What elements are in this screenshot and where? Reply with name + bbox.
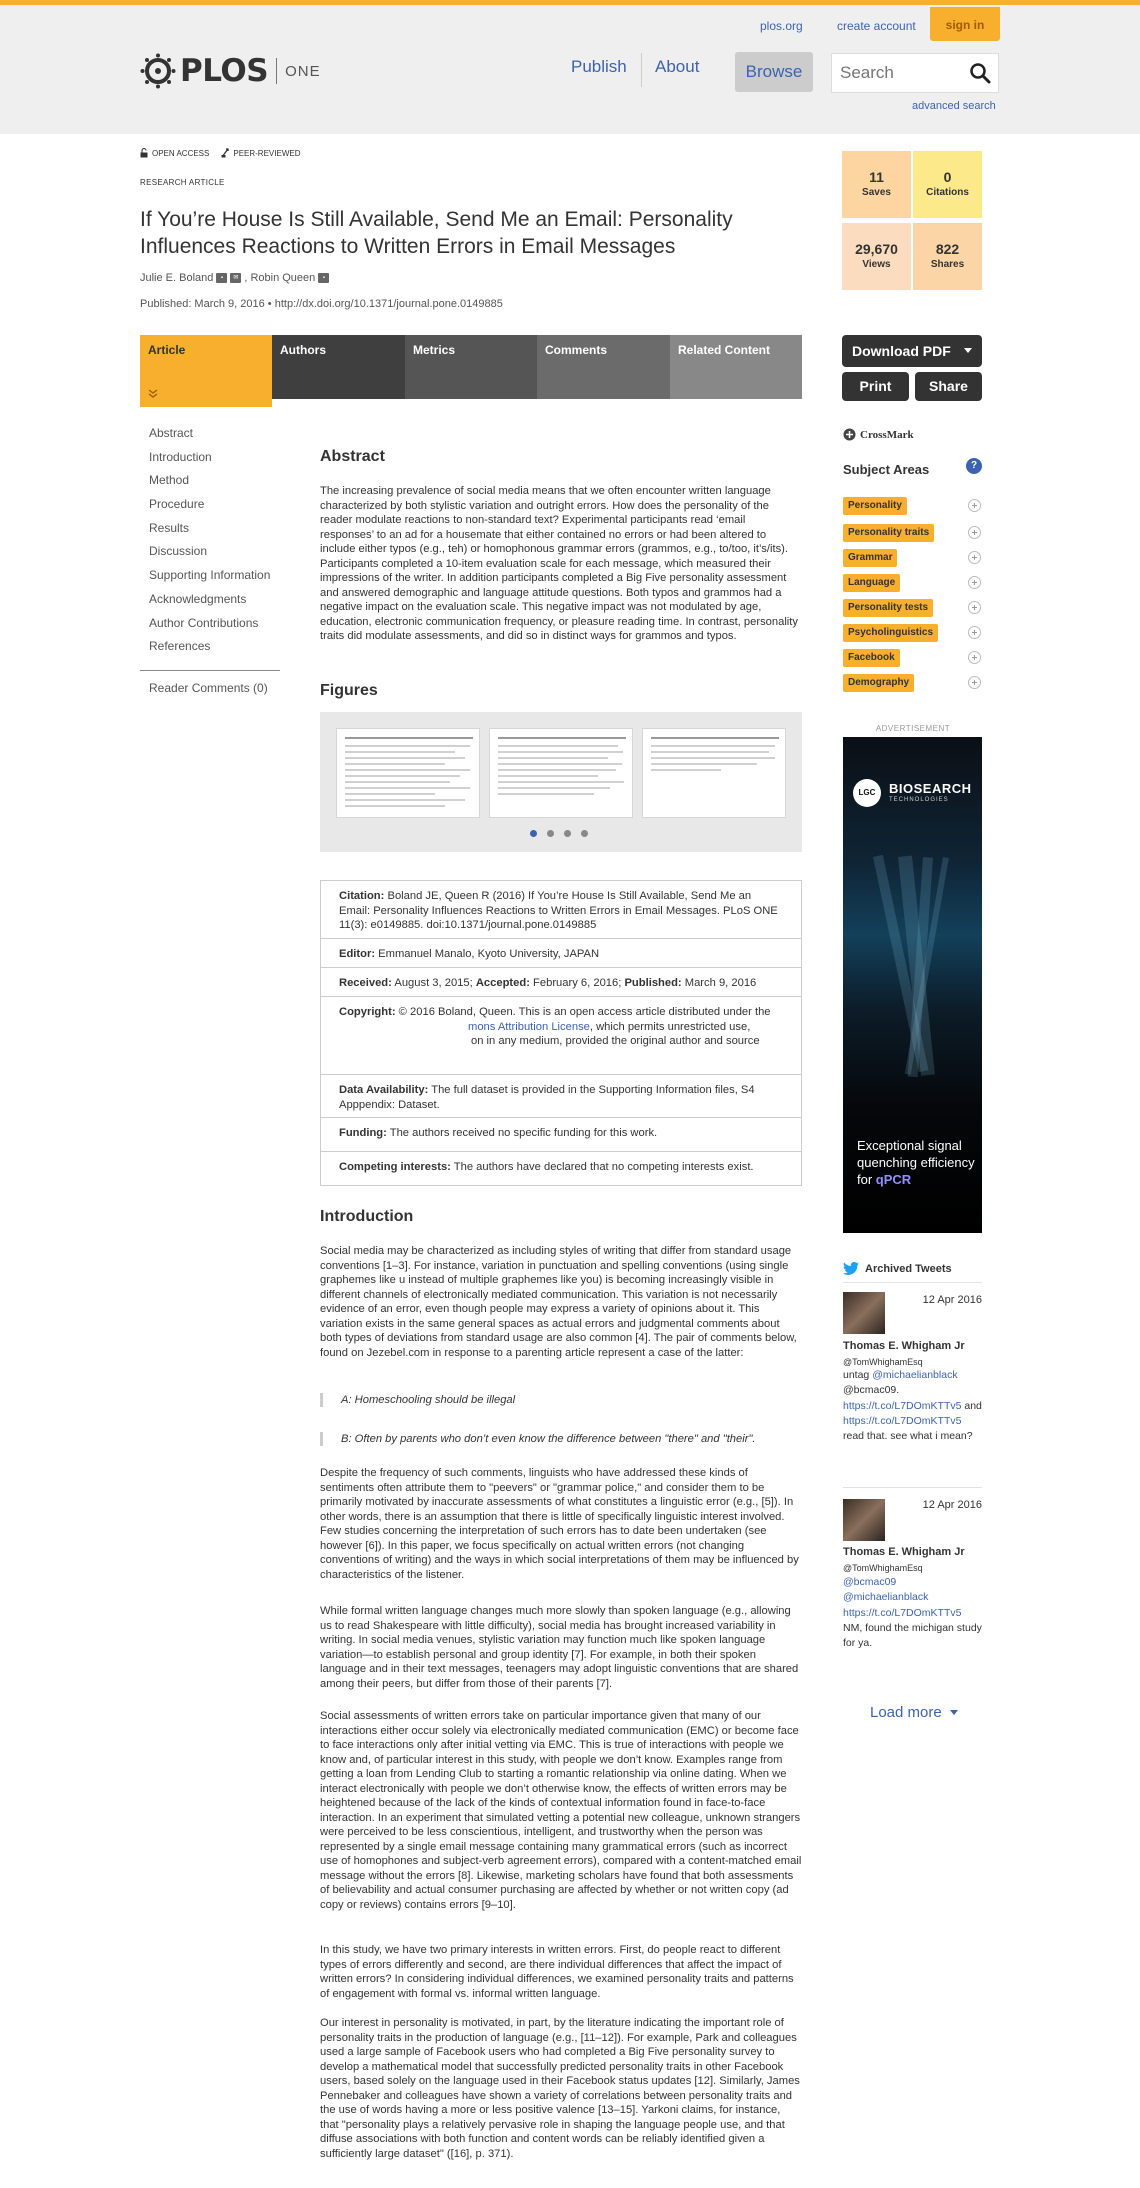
nav-publish[interactable]: Publish xyxy=(571,57,627,76)
section-nav-item[interactable]: Results xyxy=(149,520,190,535)
tab-article[interactable]: Article xyxy=(140,335,272,407)
intro-paragraph: Our interest in personality is motivated, in part, by the literature indicating the important role of personality traits in the production of language (e.g., [11–12]). For example, Park and colleagues used a large sample of Facebook users who had completed a Big Five personality survey to develop a mathematical model that successfully predicted personality traits in other Facebook users, based solely on the language used in their Facebook status updates [12]. Similarly, James Pennebaker and colleagues have shown a variety of correlations between personality traits and the use of words having a more or less positive valence [13–15]. Yarkoni claims, for instance, that "personality plays a relatively pervasive role in shaping the language people use, and that diffuse associations with both function and content words can be reliably identified given a sufficiently large dataset" ([16], p. 371). xyxy=(320,2017,800,2160)
mention-link[interactable]: @michaelianblack xyxy=(872,1369,958,1381)
mention-link[interactable]: @bcmac09 xyxy=(843,1576,897,1588)
intro-paragraph: In this study, we have two primary interests in written errors. First, do people react to different types of errors differently and second, are there individual differences that affect the impact of written errors? In considering individual differences, we examined personality traits and patterns of engagement with formal vs. informal written language. xyxy=(320,1944,794,2000)
author-link[interactable]: Julie E. Boland xyxy=(140,272,214,284)
article-info-box xyxy=(320,880,802,1186)
license-link[interactable]: mons Attribution License xyxy=(468,1020,590,1033)
intro-paragraph: While formal written language changes much more slowly than spoken language (e.g., allowing us to read Shakespeare with little difficulty), social media has brought increased variability in writing. In social media venues, stylistic variation may function much like spoken language variation—to establish personal and group identity [7]. For example, in both their spoken language and in their text messages, teenagers may adopt linguistic conventions that are shared among their peers, but differ from those of their parents [7]. xyxy=(320,1605,799,1690)
subject-tag[interactable]: Personality traits xyxy=(843,524,934,542)
competing-interests-row: Competing interests: The authors have declared that no competing interests exist. xyxy=(339,1161,754,1173)
subject-tag[interactable]: Psycholinguistics xyxy=(843,624,938,642)
figure-carousel xyxy=(320,712,802,852)
quote-a: A: Homeschooling should be illegal xyxy=(320,1393,802,1407)
tweet-author-name[interactable]: Thomas E. Whigham Jr xyxy=(843,1340,965,1352)
tab-metrics[interactable]: Metrics xyxy=(405,335,537,399)
twitter-bird-icon xyxy=(843,1262,859,1275)
tweet-body: untag @michaelianblack @bcmac09. https://t.co/L7DOmKTTv5 and https://t.co/L7DOmKTTv5 read that. see what i mean? xyxy=(843,1369,982,1443)
intro-paragraph: Social media may be characterized as including styles of writing that differ from standard usage conventions [1–3]. For instance, variation in punctuation and spelling conventions (using single graphemes like u instead of multiple graphemes like you) is becoming increasingly visible in different channels of electronically mediated communication. This variation is not necessarily evidence of an error, even though people may express a variety of opinions about it. This variation exists in the same general spaces as actual errors and judgmental comments about both types of deviations from standard usage are also common [4]. The pair of comments below, found on Jezebel.com in response to a parenting article represent a case of the latter: xyxy=(320,1245,797,1359)
figure-thumbnail[interactable] xyxy=(642,728,786,818)
funding-row: Funding: The authors received no specific funding for this work. xyxy=(321,1118,801,1152)
article-title: If You’re House Is Still Available, Send Me an Email: Personality Influences Reactions to Written Errors in Email Messages xyxy=(140,208,733,258)
carousel-dot[interactable] xyxy=(581,830,588,837)
metric-shares[interactable]: 822 Shares xyxy=(913,223,982,290)
subject-tag[interactable]: Grammar xyxy=(843,549,897,567)
logo-divider xyxy=(276,58,277,84)
load-more-button[interactable]: Load more xyxy=(870,1704,958,1721)
editor-row: Editor: Emmanuel Manalo, Kyoto University, JAPAN xyxy=(321,939,801,968)
reader-comments-link[interactable]: Reader Comments (0) xyxy=(149,681,268,695)
subject-tag[interactable]: Personality tests xyxy=(843,599,933,617)
data-availability-row: Data Availability: The full dataset is provided in the Supporting Information files, S4 Apppendix: Dataset. xyxy=(321,1075,801,1118)
search-icon[interactable] xyxy=(969,62,991,84)
ad-brand-sub: TECHNOLOGIES xyxy=(889,797,949,803)
section-nav-item[interactable]: Introduction xyxy=(149,449,212,464)
tweet-url-link[interactable]: https://t.co/L7DOmKTTv5 xyxy=(843,1414,962,1427)
section-nav-item[interactable]: Acknowledgments xyxy=(149,591,247,606)
nav-about[interactable]: About xyxy=(655,57,700,76)
nav-divider xyxy=(641,53,642,87)
subject-tag[interactable]: Personality xyxy=(843,497,907,515)
introduction-heading: Introduction xyxy=(320,1208,414,1225)
add-subject-icon[interactable] xyxy=(968,676,981,689)
author-info-icon[interactable]: ▪ xyxy=(216,273,227,283)
print-button[interactable]: Print xyxy=(842,372,909,401)
avatar[interactable] xyxy=(843,1499,885,1541)
citation-row: Citation: Boland JE, Queen R (2016) If You’re House Is Still Available, Send Me an Email: Personality Influences Reactions to Written Errors in Email Messages. PLoS ONE 11(3): e0149885. doi:10.1371/journal.pone.0149885 xyxy=(321,881,801,939)
figure-thumbnail[interactable] xyxy=(336,728,480,818)
section-nav-item[interactable]: Discussion xyxy=(149,544,208,559)
archived-tweets-heading: Archived Tweets xyxy=(843,1262,952,1275)
section-nav xyxy=(149,426,270,663)
figure-thumbnail[interactable] xyxy=(489,728,633,818)
author-info-icon[interactable]: ▪ xyxy=(318,273,329,283)
tab-related-content[interactable]: Related Content xyxy=(670,335,802,399)
tab-comments[interactable]: Comments xyxy=(537,335,670,399)
carousel-dot[interactable] xyxy=(530,830,537,837)
abstract-text: The increasing prevalence of social media means that we often encounter written language characterized by both stylistic variation and outright errors. How does the personality of the reader modulate reactions to non-standard text? Experimental participants read ‘email responses’ to an ad for a housemate that either contained no errors or had been altered to include either typos (e.g., teh) or homophonous grammar errors (grammos, e.g., to/too, it’s/its). Participants completed a 10-item evaluation scale for each message, which measured their impressions of the writer. In addition participants completed a Big Five personality assessment and answered demographic and language attitude questions. Both typos and grammos had a negative impact on the evaluation scale. This negative impact was not modulated by age, education, electronic communication frequency, or pleasure reading time. In contrast, personality traits did modulate assessments, and did so in distinct ways for grammos and typos. xyxy=(320,485,798,642)
tweet-author-handle[interactable]: @TomWhighamEsq xyxy=(843,1563,923,1573)
peer-reviewed-badge: PEER-REVIEWED xyxy=(221,148,300,158)
advertisement-banner[interactable] xyxy=(843,737,982,1233)
section-nav-item[interactable]: Procedure xyxy=(149,497,205,512)
carousel-dot[interactable] xyxy=(547,830,554,837)
carousel-dot[interactable] xyxy=(564,830,571,837)
tweet-divider xyxy=(843,1487,982,1488)
author-separator: , xyxy=(244,272,248,284)
unlock-icon xyxy=(140,148,148,158)
doi-link[interactable]: http://dx.doi.org/10.1371/journal.pone.0149885 xyxy=(274,298,503,310)
advertisement-label: ADVERTISEMENT xyxy=(875,724,951,733)
avatar[interactable] xyxy=(843,1292,885,1334)
crossmark-badge[interactable]: CrossMark xyxy=(843,428,914,441)
download-pdf-button[interactable]: Download PDF xyxy=(842,335,982,367)
quote-b: B: Often by parents who don’t even know the difference between "there" and "their". xyxy=(320,1432,802,1446)
add-subject-icon[interactable] xyxy=(968,551,981,564)
dates-row: Received: August 3, 2015; Accepted: February 6, 2016; Published: March 9, 2016 xyxy=(321,968,801,997)
tweet-body: @bcmac09 @michaelianblack https://t.co/L7DOmKTTv5 NM, found the michigan study for ya. xyxy=(843,1576,982,1650)
chevron-down-icon xyxy=(148,389,158,399)
section-nav-item[interactable]: Author Contributions xyxy=(149,615,259,630)
tweet-author-handle[interactable]: @TomWhighamEsq xyxy=(843,1357,923,1367)
advanced-search-link[interactable]: advanced search xyxy=(912,100,996,112)
ad-brand: BIOSEARCH xyxy=(889,781,972,796)
nav-browse[interactable]: Browse xyxy=(735,52,813,92)
section-nav-item[interactable]: Method xyxy=(149,473,190,488)
mention-link[interactable]: @michaelianblack xyxy=(843,1591,929,1604)
tab-authors[interactable]: Authors xyxy=(272,335,405,399)
subject-tag[interactable]: Facebook xyxy=(843,649,900,667)
add-subject-icon[interactable] xyxy=(968,601,981,614)
metric-citations[interactable]: 0 Citations xyxy=(913,151,982,218)
plos-one-logo[interactable] xyxy=(140,51,321,91)
author-list xyxy=(140,272,329,284)
plos-logo-icon xyxy=(140,53,176,89)
site-header xyxy=(0,5,1140,134)
add-subject-icon[interactable] xyxy=(968,626,981,639)
publication-info: Published: March 9, 2016 • http://dx.doi.org/10.1371/journal.pone.0149885 xyxy=(140,298,503,310)
tweet-divider xyxy=(843,1282,982,1283)
article-badges xyxy=(140,148,300,158)
author-link[interactable]: Robin Queen xyxy=(250,272,316,284)
add-subject-icon[interactable] xyxy=(968,499,981,512)
caret-down-icon xyxy=(950,1710,958,1715)
ad-logo: LGC xyxy=(853,779,881,807)
figures-heading: Figures xyxy=(320,682,378,699)
published-date: Published: March 9, 2016 xyxy=(140,298,265,310)
article-tabs xyxy=(140,335,802,407)
subject-tag[interactable]: Language xyxy=(843,574,900,592)
plos-org-link[interactable]: plos.org xyxy=(760,19,803,33)
add-subject-icon[interactable] xyxy=(968,576,981,589)
add-subject-icon[interactable] xyxy=(968,651,981,664)
logo-subtitle: ONE xyxy=(285,62,321,80)
sign-in-button[interactable]: sign in xyxy=(930,7,1000,41)
section-nav-item[interactable]: Abstract xyxy=(149,426,194,440)
logo-text: PLOS xyxy=(180,53,269,89)
crossmark-icon xyxy=(843,428,856,441)
intro-paragraph: Social assessments of written errors take on particular importance given that many of our interactions either occur solely via electronically mediated communication (EMC) or become face to face interactions only after initial vetting via EMC. This is true of interactions with people we know and, of particular interest in this study, with people we don’t know. Examples range from getting a loan from Lending Club to starting a romantic relationship via online dating. When we interact electronically with people we don’t otherwise know, the effects of written errors may be heightened because of the lack of the kinds of contextual information found in face-to-face interaction. In an experiment that simulated vetting a potential new colleague, unknown strangers were perceived to be less conscientious, intelligent, and trustworthy when the person was represented by a single email message containing many grammatical errors (such as incorrect use of homophones and subject-verb agreement errors), compared with a content-matched email message without the errors [8]. Likewise, marketing scholars have found that both assessments of believability and actual consumer purchasing are affected by whether or not written copy (ad copy or reviews) contains errors [9–10]. xyxy=(320,1710,802,1911)
metric-views[interactable]: 29,670 Views xyxy=(842,223,911,290)
help-icon[interactable]: ? xyxy=(966,458,982,474)
tweet-author-name[interactable]: Thomas E. Whigham Jr xyxy=(843,1546,965,1558)
open-access-badge: OPEN ACCESS xyxy=(140,148,209,158)
tweet-date: 12 Apr 2016 xyxy=(922,1294,982,1306)
copyright-row: Copyright: © 2016 Boland, Queen. This is an open access article distributed under the mons Attribution License, which permits unrestricted use, on in any medium, provided the original author and source xyxy=(321,997,801,1075)
metric-saves[interactable]: 11 Saves xyxy=(842,151,911,218)
subject-tag[interactable]: Demography xyxy=(843,674,914,692)
intro-paragraph: Despite the frequency of such comments, linguists who have addressed these kinds of sentiments often attribute them to "peevers" or "grammar police," and consider them to be primarily motivated by inaccurate assessments of what constitutes a linguistic error (e.g., [5]). In other words, there is an assumption that there is little of specifically linguistic interest involved. Few studies concerning the interpretation of such errors has to date been undertaken (see however [6]). In this paper, we focus specifically on actual written errors (not changing conventions of writing) and the ways in which social interpretations of them may be influenced by characteristics of the listener. xyxy=(320,1467,799,1581)
peer-review-icon xyxy=(221,148,229,158)
abstract-heading: Abstract xyxy=(320,448,385,465)
ad-tagline: Exceptional signal quenching efficiency for qPCR xyxy=(857,1138,975,1187)
create-account-link[interactable]: create account xyxy=(837,19,916,33)
nav-divider xyxy=(140,670,280,671)
caret-down-icon[interactable] xyxy=(964,348,972,353)
author-email-icon[interactable]: ✉ xyxy=(230,273,241,283)
section-nav-item[interactable]: References xyxy=(149,639,211,654)
add-subject-icon[interactable] xyxy=(968,526,981,539)
share-button[interactable]: Share xyxy=(915,372,982,401)
tweet-url-link[interactable]: https://t.co/L7DOmKTTv5 xyxy=(843,1399,962,1412)
tweet-date: 12 Apr 2016 xyxy=(922,1499,982,1511)
tweet-url-link[interactable]: https://t.co/L7DOmKTTv5 xyxy=(843,1606,962,1619)
section-nav-item[interactable]: Supporting Information xyxy=(149,568,271,583)
subject-areas-heading: Subject Areas xyxy=(843,462,930,477)
article-type: RESEARCH ARTICLE xyxy=(140,178,225,187)
